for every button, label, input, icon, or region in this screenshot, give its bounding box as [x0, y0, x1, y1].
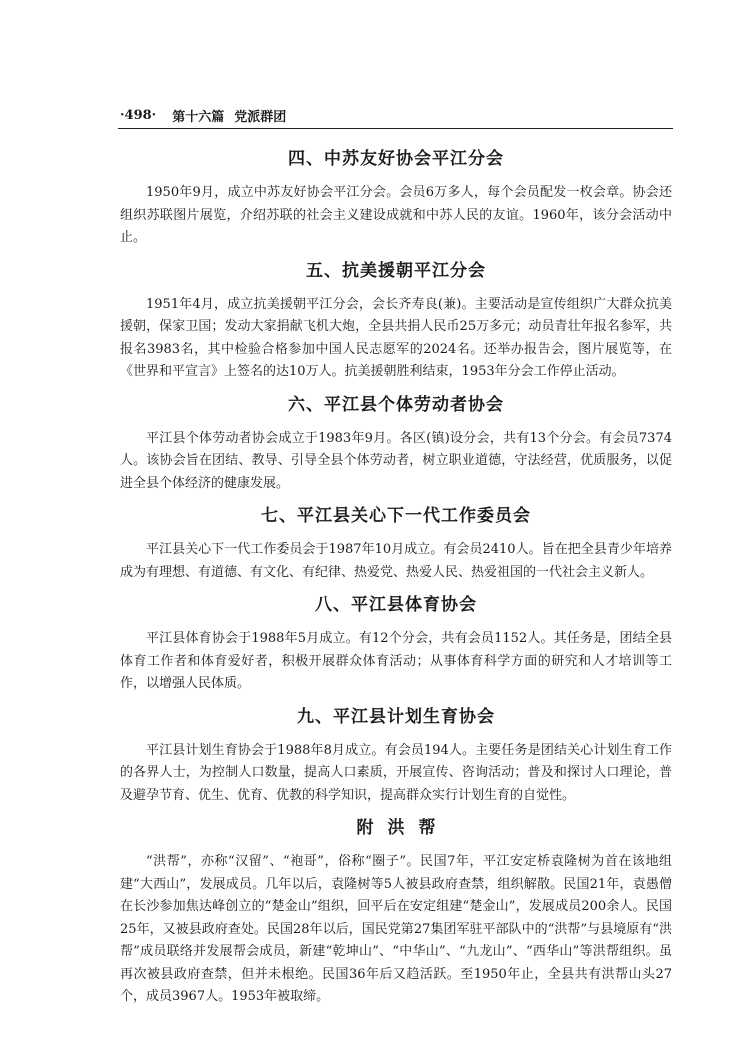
paragraph: 1950年9月，成立中苏友好协会平江分会。会员6万多人，每个会员配发一枚会章。协会还组织苏联图片展览，介绍苏联的社会主义建设成就和中苏人民的友谊。1960年，该分会活动中止。 [120, 185, 672, 245]
section-6 [120, 392, 672, 496]
paragraph: “洪帮”，亦称“汉留”、“袍哥”，俗称“圈子”。民国7年，平江安定桥袁隆树为首在该地组建“大西山”，发展成员。几年以后，袁隆树等5人被县政府查禁，组织解散。民国21年，袁愚僧在长沙参加焦达峰创立的“楚金山”组织，回平后在安定组建“楚金山”，发展成员200余人。民国25年，又被县政府查处。民国28年以后，国民党第27集团军驻平部队中的“洪帮”与县境原有“洪帮”成员联络并发展帮会成员，新建“乾坤山”、“中华山”、“九龙山”、“西华山”等洪帮组织。虽再次被县政府查禁，但并未根绝。民国36年后又趋活跃。至1950年止，全县共有洪帮山头27个，成员3967人。1953年被取缔。 [120, 854, 672, 1004]
appendix-title: 附洪帮 [356, 818, 450, 838]
section-title: 五、抗美援朝平江分会 [306, 260, 486, 281]
paragraph: 平江县关心下一代工作委员会于1987年10月成立。有会员2410人。旨在把全县青少年培养成为有理想、有道德、有文化、有纪律、热爱党、热爱人民、热爱祖国的一代社会主义新人。 [120, 542, 672, 580]
section-5 [120, 258, 672, 384]
section-title: 九、平江县计划生育协会 [297, 706, 495, 727]
section-4 [120, 146, 672, 250]
section-title: 七、平江县关心下一代工作委员会 [261, 506, 531, 526]
section-title: 六、平江县个体劳动者协会 [288, 394, 504, 415]
section-8 [120, 592, 672, 696]
section-7 [120, 503, 672, 584]
paragraph: 平江县计划生育协会于1988年8月成立。有会员194人。主要任务是团结关心计划生育工作的各界人士，为控制人口数量，提高人口素质，开展宣传、咨询活动；普及和探讨人口理论，普及避孕节育、优生、优育、优教的科学知识，提高群众实行计划生育的自觉性。 [120, 742, 672, 803]
running-header [120, 104, 286, 126]
appendix-section [120, 815, 672, 1009]
header-rule [118, 128, 673, 129]
paragraph: 1951年4月，成立抗美援朝平江分会，会长齐寿良(兼)。主要活动是宣传组织广大群众抗美援朝，保家卫国；发动大家捐献飞机大炮，全县共捐人民币25万多元；动员青壮年报名参军，共报名3983名，其中检验合格参加中国人民志愿军的2024名。还举办报告会，图片展览等，在《世界和平宣言》上签名的达10万人。抗美援朝胜利结束，1953年分会工作停止活动。 [120, 296, 672, 379]
paragraph: 平江县个体劳动者协会成立于1983年9月。各区(镇)设分会，共有13个分会。有会员7374人。该协会旨在团结、教导、引导全县个体劳动者，树立职业道德，守法经营，优质服务，以促进全县个体经济的健康发展。 [120, 430, 672, 491]
page-number: ·498· [120, 107, 157, 123]
section-9 [120, 704, 672, 808]
section-title: 八、平江县体育协会 [315, 595, 477, 615]
section-title: 四、中苏友好协会平江分会 [288, 149, 504, 169]
header-title: 党派群团 [234, 109, 287, 125]
part-label: 第十六篇 [172, 109, 225, 125]
page-body [120, 146, 672, 1017]
paragraph: 平江县体育协会于1988年5月成立。有12个分会，共有会员1152人。其任务是，团结全县体育工作者和体育爱好者，积极开展群众体育活动；从事体育科学方面的研究和人才培训等工作，以增强人民体质。 [120, 631, 672, 691]
